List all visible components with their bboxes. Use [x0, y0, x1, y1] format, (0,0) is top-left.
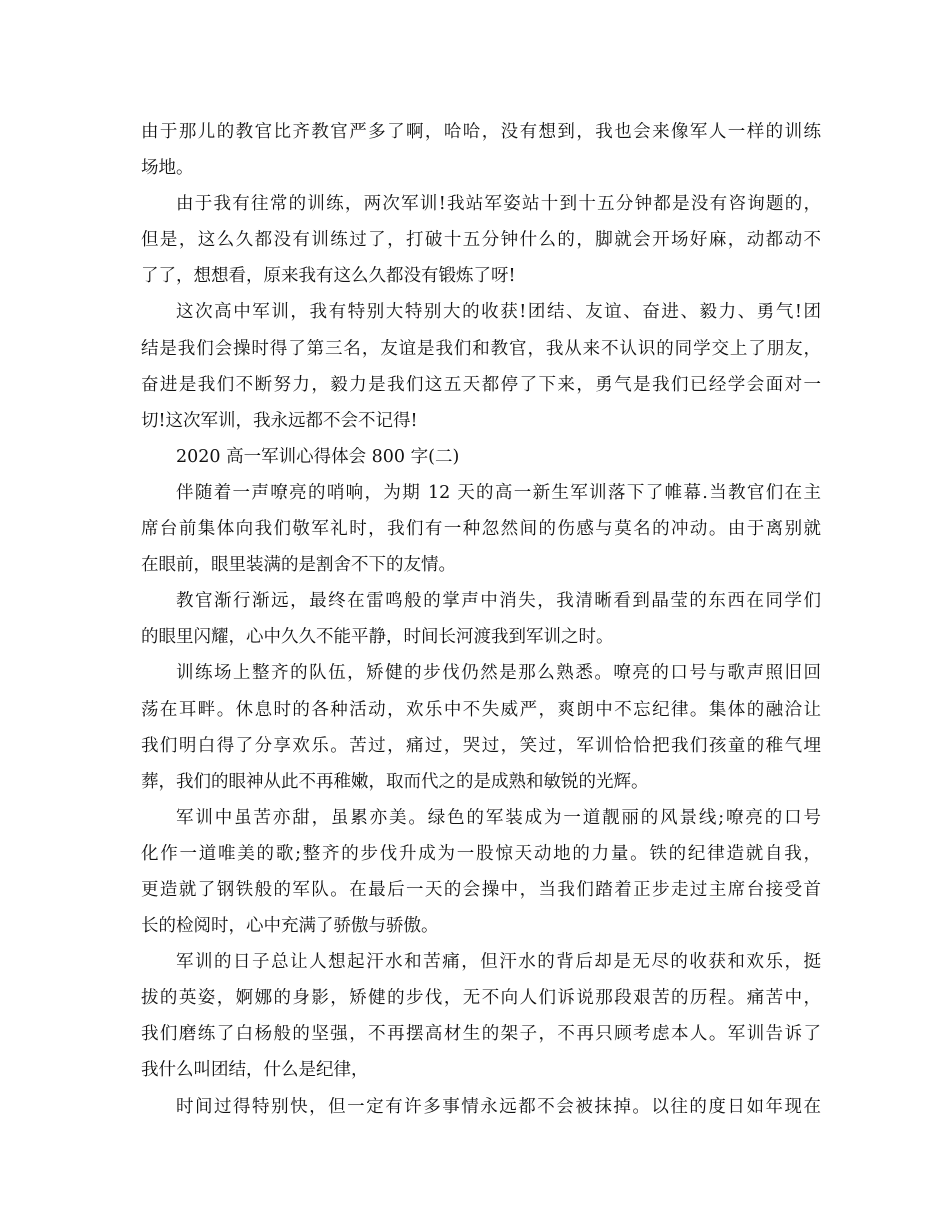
- text-line: 切!这次军训，我永远都不会不记得!: [141, 410, 418, 431]
- document-body: [141, 114, 821, 1125]
- text-line: 奋进是我们不断努力，毅力是我们这五天都停了下来，勇气是我们已经学会面对一: [141, 374, 821, 395]
- text-line: 葬，我们的眼神从此不再稚嫩，取而代之的是成熟和敏锐的光辉。: [141, 771, 649, 792]
- text-line: 军训的日子总让人想起汗水和苦痛，但汗水的背后却是无尽的收获和欢乐，挺: [176, 952, 821, 973]
- text-line: 化作一道唯美的歌;整齐的步伐升成为一股惊天动地的力量。铁的纪律造就自我，: [141, 843, 821, 864]
- text-line: 训练场上整齐的队伍，矫健的步伐仍然是那么熟悉。嘹亮的口号与歌声照旧回: [176, 663, 821, 684]
- text-line: 荡在耳畔。休息时的各种活动，欢乐中不失威严，爽朗中不忘纪律。集体的融洽让: [141, 699, 821, 720]
- text-line: 但是，这么久都没有训练过了，打破十五分钟什么的，脚就会开场好麻，动都动不: [141, 230, 821, 251]
- text-line: 由于那儿的教官比齐教官严多了啊，哈哈，没有想到，我也会来像军人一样的训练: [141, 122, 821, 142]
- text-line: 的眼里闪耀，心中久久不能平静，时间长河渡我到军训之时。: [141, 627, 614, 648]
- text-line: 时间过得特别快，但一定有许多事情永远都不会被抹掉。以往的度日如年现在: [176, 1096, 821, 1117]
- text-line: 教官渐行渐远，最终在雷鸣般的掌声中消失，我清晰看到晶莹的东西在同学们: [176, 591, 821, 612]
- text-line: 我们磨练了白杨般的坚强，不再摆高材生的架子，不再只顾考虑本人。军训告诉了: [141, 1024, 821, 1045]
- text-line: 在眼前，眼里装满的是割舍不下的友情。: [141, 555, 456, 576]
- text-line: 我们明白得了分享欢乐。苦过，痛过，哭过，笑过，军训恰恰把我们孩童的稚气埋: [141, 735, 821, 756]
- text-line: 军训中虽苦亦甜，虽累亦美。绿色的军装成为一道靓丽的风景线;嘹亮的口号: [176, 807, 821, 828]
- text-line: 我什么叫团结，什么是纪律，: [141, 1060, 369, 1081]
- text-line: 席台前集体向我们敬军礼时，我们有一种忽然间的伤感与莫名的冲动。由于离别就: [141, 519, 821, 540]
- text-line: 2020 高一军训心得体会 800 字(二): [176, 446, 460, 467]
- text-line: 了了，想想看，原来我有这么久都没有锻炼了呀!: [141, 266, 516, 287]
- text-line: 伴随着一声嘹亮的哨响，为期 12 天的高一新生军训落下了帷幕.当教官们在主: [176, 482, 821, 503]
- text-line: 场地。: [141, 158, 194, 179]
- text-line: 拔的英姿，婀娜的身影，矫健的步伐，无不向人们诉说那段艰苦的历程。痛苦中，: [141, 988, 821, 1009]
- text-line: 长的检阅时，心中充满了骄傲与骄傲。: [141, 916, 439, 937]
- text-line: 这次高中军训，我有特别大特别大的收获!团结、友谊、奋进、毅力、勇气!团: [176, 302, 821, 323]
- text-line: 结是我们会操时得了第三名，友谊是我们和教官，我从来不认识的同学交上了朋友，: [141, 338, 821, 359]
- text-line: 更造就了钢铁般的军队。在最后一天的会操中，当我们踏着正步走过主席台接受首: [141, 879, 821, 900]
- text-line: 由于我有往常的训练，两次军训!我站军姿站十到十五分钟都是没有咨询题的，: [176, 194, 821, 215]
